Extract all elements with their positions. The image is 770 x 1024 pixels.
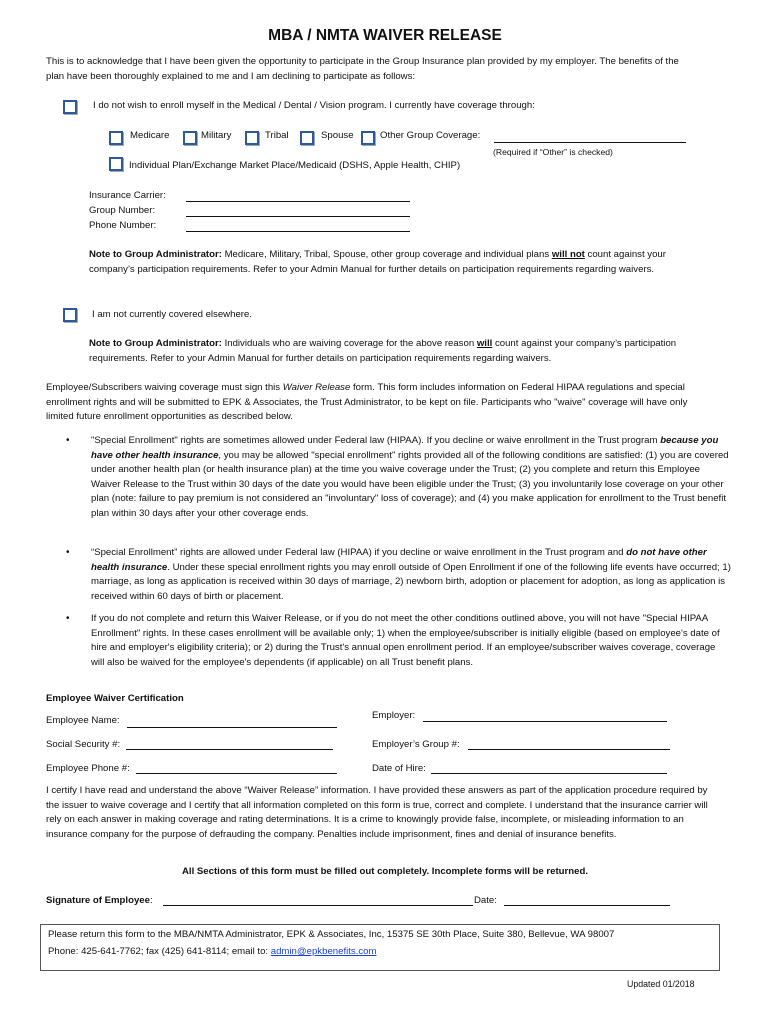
group-no-label: Employer’s Group #: [372,739,460,750]
date-label: Date [474,895,495,906]
required-note: (Required if “Other” is checked) [493,147,613,157]
bullet-2-text-a: “Special Enrollment” rights are allowed under Federal law (HIPAA) if you decline or waive enrollment in the Trust program and [91,547,624,558]
individual-plan-checkbox[interactable] [109,157,123,171]
email-link[interactable]: admin@epkbenefits.com [270,946,377,957]
certification-heading: Employee Waiver Certification [46,693,184,704]
bullet-icon: • [66,435,70,446]
phone-number-label: Phone Number: [89,220,157,231]
hipaa-waiver-release: Waiver Release [282,382,351,393]
employee-name-label: Employee Name: [46,715,120,726]
phone-number-field[interactable] [186,220,410,232]
admin-note-2 [89,337,699,366]
spouse-checkbox[interactable] [300,131,314,145]
insurance-carrier-field[interactable] [186,190,410,202]
updated-date: Updated 01/2018 [627,979,695,989]
admin-note-1-text-a: Medicare, Military, Tribal, Spouse, other group coverage and individual plans [224,249,550,260]
not-covered-label: I am not currently covered elsewhere. [92,309,252,320]
bullet-3: If you do not complete and return this Waiver Release, or if you do not meet the other conditions outlined above, you will not have "Special HIPAA Enrollment" rights. In these cases enrollment will be available only; 1) when the employee/subscriber is initially eligible (based on employee's date of hire and employer's eligibility criteria); or 2) during the Trust's annual open enrollment period. If an employee/subscriber waives coverage, coverage will also be waived for the employee's dependents (if applicable) on all Trust benefit plans. [91,613,720,668]
admin-note-2-text-a: Individuals who are waiving coverage for the above reason [224,338,475,349]
completion-warning: All Sections of this form must be filled out completely. Incomplete forms will be returned. [181,866,588,877]
employer-field[interactable] [423,710,667,722]
signature-field[interactable] [163,894,473,906]
bullet-1 [91,434,731,522]
hire-date-label: Date of Hire: [372,763,426,774]
hire-date-field[interactable] [431,762,667,774]
bullet-2-emphasis: do not have other health insurance [91,547,707,573]
page-title: MBA / NMTA WAIVER RELEASE [268,27,502,44]
ssn-label: Social Security #: [46,739,121,750]
insurance-carrier-label: Insurance Carrier: [89,190,166,201]
employee-name-field[interactable] [127,716,337,728]
not-covered-checkbox[interactable] [63,308,77,322]
individual-plan-label: Individual Plan/Exchange Market Place/Medicaid (DSHS, Apple Health, CHIP) [129,160,461,171]
employee-phone-label: Employee Phone #: [46,763,130,774]
bullet-1-text-b: , you may be allowed "special enrollment" rights provided all of the following conditions are satisfied: (1) you are covered under another health plan (or health insurance plan) at the time you waive coverage under the Trust; (2) you complete and return this Employee Waiver Release to the Trust within 30 days of the date you would have been eligible under the Trust; (3) you involuntarily lose coverage on your other plan (note: failure to pay premium is not considered an "involuntary" loss of coverage); and (4) you make application for enrollment to the Trust benefit plan within 30 days after your other coverage ends. [91,449,729,519]
return-address: Please return this form to the MBA/NMTA Administrator, EPK & Associates, Inc, 15375 SE 30th Place, Suite 380, Bellevue, WA 98007 [48,929,615,940]
group-no-field[interactable] [468,738,670,750]
contact-line [48,945,377,960]
admin-note-1-emphasis: will not [551,249,585,260]
admin-note-1 [89,248,699,277]
admin-note-2-label: Note to Group Administrator: [89,338,222,349]
group-number-field[interactable] [186,205,410,217]
certification-statement: I certify I have read and understand the above “Waiver Release” information. I have provided these answers as part of the application procedure required by the issuer to waive coverage and I certify that all information completed on this form is true, correct and complete. I understand that the insurance carrier will rely on each answer in making coverage and rating determinations. It is a crime to knowingly provide false, incomplete, or misleading information to an insurance company for the purpose of defrauding the company. Penalties include imprisonment, fines and denial of insurance benefits. [46,785,708,840]
medicare-checkbox[interactable] [109,131,123,145]
signature-row: Signature of Employee: [46,895,153,906]
tribal-label: Tribal [265,130,289,141]
hipaa-paragraph [46,381,706,425]
bullet-2 [91,546,731,604]
hipaa-text-a: Employee/Subscribers waiving coverage must sign this [46,382,281,393]
contact-phone: Phone: 425-641-7762; fax (425) 641-8114; email to: [48,946,269,957]
other-coverage-label: Other Group Coverage: [380,130,481,141]
date-row: Date: [474,895,497,906]
date-field[interactable] [504,894,670,906]
medicare-label: Medicare [130,130,170,141]
admin-note-2-emphasis: will [476,338,493,349]
employee-phone-field[interactable] [136,762,337,774]
intro-paragraph: This is to acknowledge that I have been given the opportunity to participate in the Group Insurance plan provided by my employer. The benefits of the plan have been thoroughly explained to me and I am declining to participate as follows: [46,56,679,82]
bullet-icon: • [66,547,70,558]
military-label: Military [201,130,232,141]
bullet-1-emphasis: because you have other health insurance [91,435,719,461]
bullet-1-text-a: "Special Enrollment" rights are sometimes allowed under Federal law (HIPAA). If you decline or waive enrollment in the Trust program [91,435,658,446]
military-checkbox[interactable] [183,131,197,145]
no-enroll-checkbox[interactable] [63,100,77,114]
spouse-label: Spouse [321,130,354,141]
other-coverage-checkbox[interactable] [361,131,375,145]
group-number-label: Group Number: [89,205,156,216]
bullet-icon: • [66,613,70,624]
no-enroll-label: I do not wish to enroll myself in the Medical / Dental / Vision program. I currently have coverage through: [93,100,535,111]
ssn-field[interactable] [126,738,333,750]
hipaa-text-b: form. This form includes information on Federal HIPAA regulations and special enrollment rights and will be submitted to EPK & Associates, the Trust Administrator, to be kept on file. Participants who "waive" coverage will have only limited future enrollment opportunities as described below. [46,382,688,423]
admin-note-2-text-b: count against your company’s participation requirements. Refer to your Admin Manual for further details on participation requirements regarding waivers. [89,338,677,364]
employer-label: Employer: [372,710,416,721]
bullet-2-text-b: . Under these special enrollment rights you may enroll outside of Open Enrollment if one of the following life events have occurred; 1) marriage, as long as application is received within 30 days of marriage, 2) newborn birth, adoption or placement for adoption, as long as application is received within 60 days of birth or placement. [91,561,731,602]
tribal-checkbox[interactable] [245,131,259,145]
other-coverage-field[interactable] [494,131,686,143]
admin-note-1-label: Note to Group Administrator: [89,249,222,260]
admin-note-1-text-b: count against your company’s participation requirements. Refer to your Admin Manual for further details on participation requirements regarding waivers. [89,249,666,275]
signature-label: Signature of Employee [46,895,150,906]
